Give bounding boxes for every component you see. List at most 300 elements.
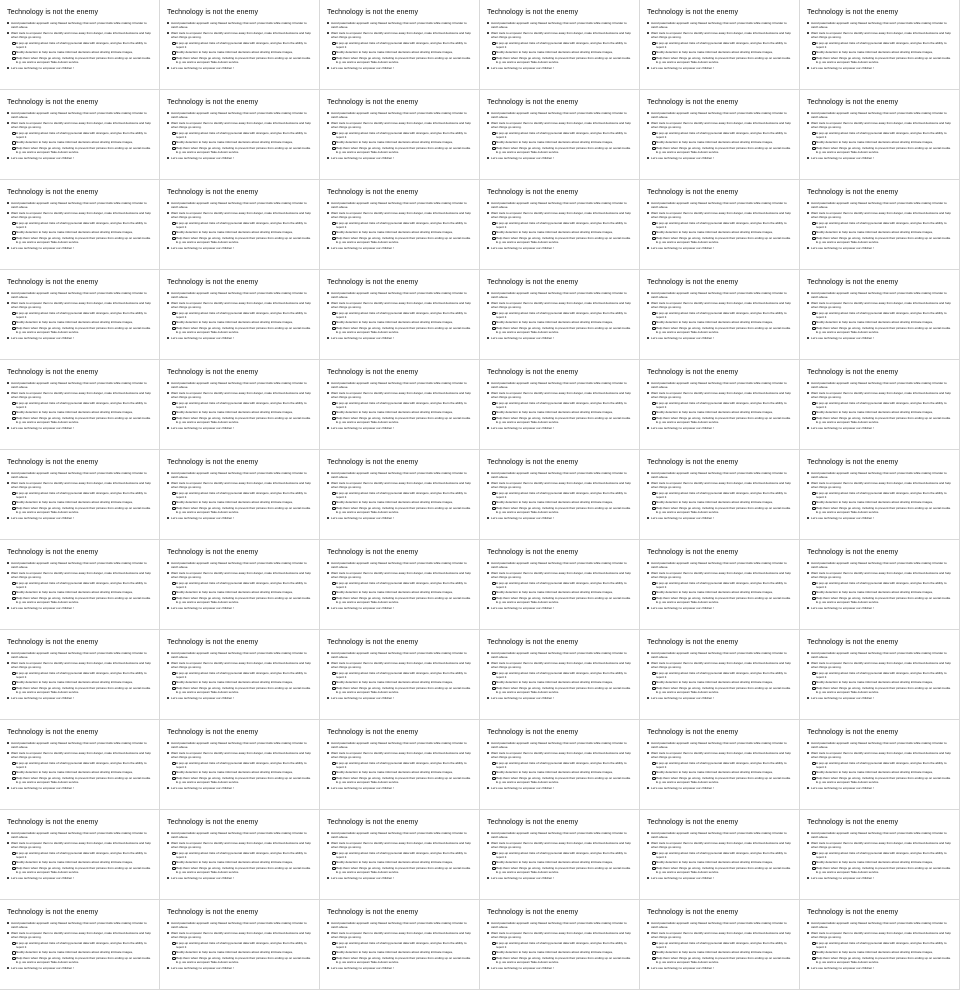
slide-thumbnail[interactable] [320, 720, 480, 810]
slide-thumbnail[interactable] [160, 720, 320, 810]
sub-bullet-item: A pop-up warning about risks of sharing personal data with strangers, and give them the ability to report it [812, 941, 953, 949]
bullet-list [807, 651, 953, 700]
slide-title: Technology is not the enemy [167, 817, 259, 826]
slide-title: Technology is not the enemy [647, 637, 739, 646]
bullet-item: Want tools to empower them to identify and move away from danger, make informed decisions and help when things go wrong. [7, 661, 153, 669]
slide-thumbnail[interactable] [480, 360, 640, 450]
bullet-item: Let's use technology to empower our children ! [7, 696, 153, 700]
slide-title: Technology is not the enemy [327, 637, 419, 646]
slide-thumbnail[interactable] [640, 0, 800, 90]
sub-bullet-item: Nudity detection to help teens make informed decisions about sharing intimate images, [652, 50, 793, 54]
bullet-item: Let's use technology to empower our children ! [7, 156, 153, 160]
slide-thumbnail[interactable] [320, 0, 480, 90]
bullet-item: Want tools to empower them to identify and move away from danger, make informed decisions and help when things go wrong. [647, 481, 793, 489]
slide-thumbnail[interactable] [800, 0, 960, 90]
sub-bullet-item: Nudity detection to help teens make informed decisions about sharing intimate images, [652, 860, 793, 864]
slide-title: Technology is not the enemy [487, 637, 579, 646]
slide-thumbnail[interactable] [0, 0, 160, 90]
bullet-item: Let's use technology to empower our children ! [7, 336, 153, 340]
bullet-item: Want tools to empower them to identify and move away from danger, make informed decisions and help when things go wrong. [7, 751, 153, 759]
sub-bullet-item: A pop-up warning about risks of sharing personal data with strangers, and give them the ability to report it [332, 41, 473, 49]
bullet-list [487, 381, 633, 430]
slide-thumbnail[interactable] [800, 900, 960, 990]
slide-title: Technology is not the enemy [7, 97, 99, 106]
bullet-item: Want tools to empower them to identify and move away from danger, make informed decisions and help when things go wrong. [7, 391, 153, 399]
bullet-item: Want tools to empower them to identify and move away from danger, make informed decisions and help when things go wrong. [167, 31, 313, 39]
bullet-item: Avoid paternalistic approach using flawed technology that won't protect kids while making it harder to catch abuse. [807, 651, 953, 659]
bullet-item: Avoid paternalistic approach using flawed technology that won't protect kids while making it harder to catch abuse. [647, 741, 793, 749]
sub-bullet-item: Help them when things go wrong, including to prevent their pictures from ending up on social media. E.g. we want a european Take-it-down service. [172, 956, 313, 964]
slide-thumbnail[interactable] [800, 540, 960, 630]
slide-thumbnail[interactable] [320, 630, 480, 720]
slide-thumbnail[interactable] [320, 540, 480, 630]
sub-bullet-item: Help them when things go wrong, including to prevent their pictures from ending up on social media. E.g. we want a european Take-it-down service. [812, 956, 953, 964]
sub-bullet-item: A pop-up warning about risks of sharing personal data with strangers, and give them the ability to report it [652, 221, 793, 229]
slide-thumbnail[interactable] [320, 900, 480, 990]
sub-bullet-item: A pop-up warning about risks of sharing personal data with strangers, and give them the ability to report it [492, 131, 633, 139]
sub-bullet-item: Nudity detection to help teens make informed decisions about sharing intimate images, [812, 50, 953, 54]
slide-thumbnail[interactable] [640, 450, 800, 540]
bullet-list [167, 831, 313, 880]
bullet-list [647, 741, 793, 790]
bullet-list [167, 651, 313, 700]
slide-thumbnail[interactable] [800, 180, 960, 270]
bullet-item: Let's use technology to empower our children ! [167, 516, 313, 520]
sub-bullet-item: Help them when things go wrong, including to prevent their pictures from ending up on social media. E.g. we want a european Take-it-down service. [492, 686, 633, 694]
bullet-list [167, 21, 313, 70]
bullet-list [647, 921, 793, 970]
slide-thumbnail[interactable] [480, 720, 640, 810]
slide-thumbnail[interactable] [320, 450, 480, 540]
slide-thumbnail[interactable] [160, 630, 320, 720]
sub-bullet-item: Nudity detection to help teens make informed decisions about sharing intimate images, [812, 500, 953, 504]
slide-title: Technology is not the enemy [167, 637, 259, 646]
bullet-list [807, 471, 953, 520]
bullet-item: Want tools to empower them to identify and move away from danger, make informed decisions and help when things go wrong. [167, 121, 313, 129]
slide-title: Technology is not the enemy [647, 727, 739, 736]
sub-bullet-item: Help them when things go wrong, including to prevent their pictures from ending up on social media. E.g. we want a european Take-it-down service. [172, 866, 313, 874]
slide-thumbnail[interactable] [0, 450, 160, 540]
sub-bullet-item: A pop-up warning about risks of sharing personal data with strangers, and give them the ability to report it [652, 671, 793, 679]
sub-bullet-item: Help them when things go wrong, including to prevent their pictures from ending up on social media. E.g. we want a european Take-it-down service. [332, 776, 473, 784]
bullet-item: Avoid paternalistic approach using flawed technology that won't protect kids while making it harder to catch abuse. [327, 291, 473, 299]
bullet-list [807, 111, 953, 160]
sub-bullet-item: Help them when things go wrong, including to prevent their pictures from ending up on social media. E.g. we want a european Take-it-down service. [812, 866, 953, 874]
slide-thumbnail[interactable] [640, 540, 800, 630]
slide-title: Technology is not the enemy [7, 7, 99, 16]
bullet-list [7, 831, 153, 880]
sub-bullet-item: A pop-up warning about risks of sharing personal data with strangers, and give them the ability to report it [492, 671, 633, 679]
bullet-item: Avoid paternalistic approach using flawed technology that won't protect kids while making it harder to catch abuse. [647, 111, 793, 119]
bullet-item: Avoid paternalistic approach using flawed technology that won't protect kids while making it harder to catch abuse. [327, 471, 473, 479]
bullet-item: Want tools to empower them to identify and move away from danger, make informed decisions and help when things go wrong. [327, 571, 473, 579]
sub-bullet-item: Nudity detection to help teens make informed decisions about sharing intimate images, [812, 140, 953, 144]
slide-thumbnail[interactable] [160, 810, 320, 900]
bullet-item: Want tools to empower them to identify and move away from danger, make informed decisions and help when things go wrong. [327, 661, 473, 669]
bullet-item: Let's use technology to empower our children ! [647, 246, 793, 250]
bullet-item: Avoid paternalistic approach using flawed technology that won't protect kids while making it harder to catch abuse. [807, 201, 953, 209]
bullet-list [327, 921, 473, 970]
bullet-list [7, 21, 153, 70]
sub-bullet-item: Nudity detection to help teens make informed decisions about sharing intimate images, [812, 410, 953, 414]
bullet-item: Let's use technology to empower our children ! [647, 696, 793, 700]
sub-bullet-item: Help them when things go wrong, including to prevent their pictures from ending up on social media. E.g. we want a european Take-it-down service. [172, 56, 313, 64]
sub-bullet-item: A pop-up warning about risks of sharing personal data with strangers, and give them the ability to report it [332, 311, 473, 319]
slide-thumbnail[interactable] [320, 90, 480, 180]
bullet-item: Avoid paternalistic approach using flawed technology that won't protect kids while making it harder to catch abuse. [167, 111, 313, 119]
sub-bullet-item: Nudity detection to help teens make informed decisions about sharing intimate images, [492, 770, 633, 774]
slide-thumbnail[interactable] [0, 360, 160, 450]
sub-bullet-item: A pop-up warning about risks of sharing personal data with strangers, and give them the ability to report it [812, 311, 953, 319]
sub-bullet-item: A pop-up warning about risks of sharing personal data with strangers, and give them the ability to report it [652, 401, 793, 409]
sub-bullet-item: A pop-up warning about risks of sharing personal data with strangers, and give them the ability to report it [332, 401, 473, 409]
bullet-item: Avoid paternalistic approach using flawed technology that won't protect kids while making it harder to catch abuse. [7, 111, 153, 119]
sub-bullet-item: Help them when things go wrong, including to prevent their pictures from ending up on social media. E.g. we want a european Take-it-down service. [332, 236, 473, 244]
bullet-item: Let's use technology to empower our children ! [807, 966, 953, 970]
slide-title: Technology is not the enemy [487, 727, 579, 736]
slide-thumbnail[interactable] [480, 270, 640, 360]
slide-thumbnail[interactable] [160, 360, 320, 450]
slide-thumbnail[interactable] [800, 360, 960, 450]
bullet-list [487, 741, 633, 790]
bullet-item: Avoid paternalistic approach using flawed technology that won't protect kids while making it harder to catch abuse. [647, 381, 793, 389]
sub-bullet-item: Help them when things go wrong, including to prevent their pictures from ending up on social media. E.g. we want a european Take-it-down service. [172, 506, 313, 514]
sub-bullet-item: Nudity detection to help teens make informed decisions about sharing intimate images, [12, 500, 153, 504]
slide-title: Technology is not the enemy [167, 97, 259, 106]
bullet-list [7, 111, 153, 160]
sub-bullet-item: A pop-up warning about risks of sharing personal data with strangers, and give them the ability to report it [332, 761, 473, 769]
bullet-item: Let's use technology to empower our children ! [487, 66, 633, 70]
bullet-item: Let's use technology to empower our children ! [647, 516, 793, 520]
sub-bullet-item: Help them when things go wrong, including to prevent their pictures from ending up on social media. E.g. we want a european Take-it-down service. [332, 326, 473, 334]
bullet-item: Avoid paternalistic approach using flawed technology that won't protect kids while making it harder to catch abuse. [647, 561, 793, 569]
bullet-item: Avoid paternalistic approach using flawed technology that won't protect kids while making it harder to catch abuse. [807, 21, 953, 29]
bullet-list [7, 201, 153, 250]
sub-bullet-item: Help them when things go wrong, including to prevent their pictures from ending up on social media. E.g. we want a european Take-it-down service. [812, 506, 953, 514]
sub-bullet-item: A pop-up warning about risks of sharing personal data with strangers, and give them the ability to report it [332, 851, 473, 859]
bullet-item: Want tools to empower them to identify and move away from danger, make informed decisions and help when things go wrong. [647, 301, 793, 309]
sub-bullet-item: A pop-up warning about risks of sharing personal data with strangers, and give them the ability to report it [12, 581, 153, 589]
bullet-item: Let's use technology to empower our children ! [487, 606, 633, 610]
bullet-item: Avoid paternalistic approach using flawed technology that won't protect kids while making it harder to catch abuse. [327, 741, 473, 749]
bullet-item: Want tools to empower them to identify and move away from danger, make informed decisions and help when things go wrong. [487, 31, 633, 39]
bullet-list [487, 291, 633, 340]
slide-thumbnail[interactable] [0, 720, 160, 810]
slide-title: Technology is not the enemy [647, 277, 739, 286]
sub-bullet-item: A pop-up warning about risks of sharing personal data with strangers, and give them the ability to report it [12, 41, 153, 49]
slide-title: Technology is not the enemy [327, 727, 419, 736]
slide-thumbnail[interactable] [480, 90, 640, 180]
slide-title: Technology is not the enemy [647, 7, 739, 16]
slide-thumbnail[interactable] [480, 450, 640, 540]
slide-thumbnail[interactable] [480, 180, 640, 270]
slide-title: Technology is not the enemy [487, 367, 579, 376]
slide-thumbnail[interactable] [160, 180, 320, 270]
slide-thumbnail[interactable] [800, 450, 960, 540]
sub-bullet-item: A pop-up warning about risks of sharing personal data with strangers, and give them the ability to report it [492, 401, 633, 409]
bullet-list [487, 921, 633, 970]
slide-thumbnail[interactable] [160, 90, 320, 180]
slide-thumbnail[interactable] [480, 540, 640, 630]
bullet-list [807, 381, 953, 430]
bullet-item: Want tools to empower them to identify and move away from danger, make informed decisions and help when things go wrong. [167, 481, 313, 489]
slide-thumbnail[interactable] [640, 270, 800, 360]
slide-title: Technology is not the enemy [167, 727, 259, 736]
bullet-item: Avoid paternalistic approach using flawed technology that won't protect kids while making it harder to catch abuse. [327, 111, 473, 119]
sub-bullet-item: Nudity detection to help teens make informed decisions about sharing intimate images, [172, 680, 313, 684]
slide-thumbnail[interactable] [0, 270, 160, 360]
slide-thumbnail[interactable] [160, 0, 320, 90]
sub-bullet-item: Nudity detection to help teens make informed decisions about sharing intimate images, [492, 590, 633, 594]
slide-thumbnail[interactable] [0, 90, 160, 180]
slide-thumbnail[interactable] [160, 450, 320, 540]
bullet-item: Avoid paternalistic approach using flawed technology that won't protect kids while making it harder to catch abuse. [647, 471, 793, 479]
sub-bullet-item: A pop-up warning about risks of sharing personal data with strangers, and give them the ability to report it [172, 851, 313, 859]
bullet-item: Avoid paternalistic approach using flawed technology that won't protect kids while making it harder to catch abuse. [327, 201, 473, 209]
sub-bullet-item: Nudity detection to help teens make informed decisions about sharing intimate images, [12, 410, 153, 414]
bullet-list [487, 561, 633, 610]
sub-bullet-item: Help them when things go wrong, including to prevent their pictures from ending up on social media. E.g. we want a european Take-it-down service. [172, 236, 313, 244]
sub-bullet-item: A pop-up warning about risks of sharing personal data with strangers, and give them the ability to report it [332, 131, 473, 139]
bullet-list [167, 741, 313, 790]
bullet-item: Let's use technology to empower our children ! [327, 336, 473, 340]
bullet-list [807, 21, 953, 70]
sub-bullet-item: Nudity detection to help teens make informed decisions about sharing intimate images, [332, 500, 473, 504]
bullet-item: Let's use technology to empower our children ! [327, 246, 473, 250]
sub-bullet-item: Help them when things go wrong, including to prevent their pictures from ending up on social media. E.g. we want a european Take-it-down service. [12, 236, 153, 244]
sub-bullet-item: A pop-up warning about risks of sharing personal data with strangers, and give them the ability to report it [652, 941, 793, 949]
sub-bullet-item: Help them when things go wrong, including to prevent their pictures from ending up on social media. E.g. we want a european Take-it-down service. [12, 56, 153, 64]
bullet-item: Let's use technology to empower our children ! [327, 426, 473, 430]
slide-thumbnail[interactable] [320, 180, 480, 270]
slide-thumbnail[interactable] [320, 810, 480, 900]
slide-title: Technology is not the enemy [487, 187, 579, 196]
slide-title: Technology is not the enemy [807, 7, 899, 16]
sub-bullet-item: A pop-up warning about risks of sharing personal data with strangers, and give them the ability to report it [812, 221, 953, 229]
sub-bullet-item: Help them when things go wrong, including to prevent their pictures from ending up on social media. E.g. we want a european Take-it-down service. [492, 956, 633, 964]
slide-title: Technology is not the enemy [327, 97, 419, 106]
sub-bullet-item: Nudity detection to help teens make informed decisions about sharing intimate images, [172, 500, 313, 504]
sub-bullet-item: Nudity detection to help teens make informed decisions about sharing intimate images, [812, 770, 953, 774]
slide-thumbnail[interactable] [480, 900, 640, 990]
sub-bullet-item: Help them when things go wrong, including to prevent their pictures from ending up on social media. E.g. we want a european Take-it-down service. [492, 326, 633, 334]
bullet-item: Want tools to empower them to identify and move away from danger, make informed decisions and help when things go wrong. [647, 571, 793, 579]
slide-thumbnail[interactable] [800, 270, 960, 360]
sub-bullet-item: Help them when things go wrong, including to prevent their pictures from ending up on social media. E.g. we want a european Take-it-down service. [12, 686, 153, 694]
slide-thumbnail[interactable] [160, 270, 320, 360]
sub-bullet-item: A pop-up warning about risks of sharing personal data with strangers, and give them the ability to report it [172, 491, 313, 499]
bullet-item: Want tools to empower them to identify and move away from danger, make informed decisions and help when things go wrong. [647, 661, 793, 669]
bullet-item: Let's use technology to empower our children ! [487, 156, 633, 160]
sub-bullet-item: Nudity detection to help teens make informed decisions about sharing intimate images, [172, 140, 313, 144]
bullet-item: Want tools to empower them to identify and move away from danger, make informed decisions and help when things go wrong. [487, 121, 633, 129]
bullet-list [647, 21, 793, 70]
slide-thumbnail[interactable] [320, 270, 480, 360]
sub-bullet-item: A pop-up warning about risks of sharing personal data with strangers, and give them the ability to report it [12, 491, 153, 499]
sub-bullet-item: Nudity detection to help teens make informed decisions about sharing intimate images, [492, 50, 633, 54]
slide-thumbnail[interactable] [640, 180, 800, 270]
bullet-item: Want tools to empower them to identify and move away from danger, make informed decisions and help when things go wrong. [487, 211, 633, 219]
slide-thumbnail[interactable] [800, 90, 960, 180]
bullet-item: Want tools to empower them to identify and move away from danger, make informed decisions and help when things go wrong. [327, 751, 473, 759]
bullet-list [327, 21, 473, 70]
slide-thumbnail[interactable] [640, 900, 800, 990]
sub-bullet-item: Help them when things go wrong, including to prevent their pictures from ending up on social media. E.g. we want a european Take-it-down service. [652, 236, 793, 244]
sub-bullet-item: A pop-up warning about risks of sharing personal data with strangers, and give them the ability to report it [172, 761, 313, 769]
slide-thumbnail[interactable] [320, 360, 480, 450]
sub-bullet-item: Nudity detection to help teens make informed decisions about sharing intimate images, [12, 50, 153, 54]
slide-thumbnail[interactable] [640, 360, 800, 450]
sub-bullet-item: A pop-up warning about risks of sharing personal data with strangers, and give them the ability to report it [812, 671, 953, 679]
bullet-item: Let's use technology to empower our children ! [807, 246, 953, 250]
bullet-item: Let's use technology to empower our children ! [487, 426, 633, 430]
bullet-item: Want tools to empower them to identify and move away from danger, make informed decisions and help when things go wrong. [167, 751, 313, 759]
sub-bullet-item: A pop-up warning about risks of sharing personal data with strangers, and give them the ability to report it [652, 41, 793, 49]
sub-bullet-item: Nudity detection to help teens make informed decisions about sharing intimate images, [332, 950, 473, 954]
slide-thumbnail[interactable] [160, 540, 320, 630]
bullet-list [487, 651, 633, 700]
bullet-item: Avoid paternalistic approach using flawed technology that won't protect kids while making it harder to catch abuse. [807, 471, 953, 479]
slide-thumbnail[interactable] [0, 900, 160, 990]
bullet-item: Want tools to empower them to identify and move away from danger, make informed decisions and help when things go wrong. [327, 121, 473, 129]
bullet-item: Want tools to empower them to identify and move away from danger, make informed decisions and help when things go wrong. [487, 481, 633, 489]
bullet-item: Want tools to empower them to identify and move away from danger, make informed decisions and help when things go wrong. [167, 571, 313, 579]
sub-bullet-item: Help them when things go wrong, including to prevent their pictures from ending up on social media. E.g. we want a european Take-it-down service. [332, 956, 473, 964]
bullet-list [7, 921, 153, 970]
bullet-item: Want tools to empower them to identify and move away from danger, make informed decisions and help when things go wrong. [327, 31, 473, 39]
bullet-item: Want tools to empower them to identify and move away from danger, make informed decisions and help when things go wrong. [7, 571, 153, 579]
slide-thumbnail[interactable] [480, 0, 640, 90]
sub-bullet-item: Nudity detection to help teens make informed decisions about sharing intimate images, [652, 320, 793, 324]
sub-bullet-item: Nudity detection to help teens make informed decisions about sharing intimate images, [172, 230, 313, 234]
sub-bullet-item: A pop-up warning about risks of sharing personal data with strangers, and give them the ability to report it [812, 491, 953, 499]
bullet-item: Let's use technology to empower our children ! [807, 876, 953, 880]
sub-bullet-item: A pop-up warning about risks of sharing personal data with strangers, and give them the ability to report it [812, 131, 953, 139]
sub-bullet-item: Help them when things go wrong, including to prevent their pictures from ending up on social media. E.g. we want a european Take-it-down service. [492, 416, 633, 424]
slide-thumbnail[interactable] [640, 810, 800, 900]
bullet-list [327, 651, 473, 700]
slide-thumbnail[interactable] [0, 810, 160, 900]
slide-thumbnail[interactable] [0, 630, 160, 720]
slide-thumbnail[interactable] [800, 810, 960, 900]
bullet-item: Want tools to empower them to identify and move away from danger, make informed decisions and help when things go wrong. [167, 211, 313, 219]
sub-bullet-item: A pop-up warning about risks of sharing personal data with strangers, and give them the ability to report it [12, 941, 153, 949]
sub-bullet-item: Nudity detection to help teens make informed decisions about sharing intimate images, [172, 320, 313, 324]
bullet-item: Let's use technology to empower our children ! [807, 696, 953, 700]
slide-thumbnail[interactable] [480, 630, 640, 720]
bullet-list [327, 561, 473, 610]
slide-thumbnail[interactable] [640, 630, 800, 720]
sub-bullet-item: A pop-up warning about risks of sharing personal data with strangers, and give them the ability to report it [652, 761, 793, 769]
slide-title: Technology is not the enemy [807, 187, 899, 196]
sub-bullet-item: Nudity detection to help teens make informed decisions about sharing intimate images, [492, 950, 633, 954]
sub-bullet-item: A pop-up warning about risks of sharing personal data with strangers, and give them the ability to report it [492, 311, 633, 319]
bullet-list [647, 561, 793, 610]
bullet-item: Avoid paternalistic approach using flawed technology that won't protect kids while making it harder to catch abuse. [487, 291, 633, 299]
slide-title: Technology is not the enemy [327, 7, 419, 16]
sub-bullet-item: Help them when things go wrong, including to prevent their pictures from ending up on social media. E.g. we want a european Take-it-down service. [812, 326, 953, 334]
sub-bullet-item: Nudity detection to help teens make informed decisions about sharing intimate images, [12, 770, 153, 774]
bullet-item: Let's use technology to empower our children ! [647, 426, 793, 430]
sub-bullet-item: A pop-up warning about risks of sharing personal data with strangers, and give them the ability to report it [492, 851, 633, 859]
slide-thumbnail[interactable] [800, 720, 960, 810]
sub-bullet-item: A pop-up warning about risks of sharing personal data with strangers, and give them the ability to report it [492, 221, 633, 229]
bullet-item: Want tools to empower them to identify and move away from danger, make informed decisions and help when things go wrong. [327, 841, 473, 849]
sub-bullet-item: Help them when things go wrong, including to prevent their pictures from ending up on social media. E.g. we want a european Take-it-down service. [812, 56, 953, 64]
bullet-list [327, 201, 473, 250]
bullet-item: Let's use technology to empower our children ! [647, 66, 793, 70]
bullet-item: Want tools to empower them to identify and move away from danger, make informed decisions and help when things go wrong. [7, 301, 153, 309]
slide-title: Technology is not the enemy [7, 367, 99, 376]
slide-thumbnail[interactable] [640, 720, 800, 810]
sub-bullet-item: Nudity detection to help teens make informed decisions about sharing intimate images, [492, 500, 633, 504]
bullet-item: Want tools to empower them to identify and move away from danger, make informed decisions and help when things go wrong. [327, 391, 473, 399]
bullet-item: Want tools to empower them to identify and move away from danger, make informed decisions and help when things go wrong. [807, 661, 953, 669]
bullet-item: Want tools to empower them to identify and move away from danger, make informed decisions and help when things go wrong. [7, 211, 153, 219]
bullet-list [807, 741, 953, 790]
slide-thumbnail[interactable] [480, 810, 640, 900]
slide-title: Technology is not the enemy [807, 637, 899, 646]
bullet-item: Let's use technology to empower our children ! [487, 246, 633, 250]
slide-title: Technology is not the enemy [647, 457, 739, 466]
bullet-item: Let's use technology to empower our children ! [647, 156, 793, 160]
bullet-item: Want tools to empower them to identify and move away from danger, make informed decisions and help when things go wrong. [487, 661, 633, 669]
slide-thumbnail[interactable] [160, 900, 320, 990]
sub-bullet-item: Help them when things go wrong, including to prevent their pictures from ending up on social media. E.g. we want a european Take-it-down service. [812, 686, 953, 694]
sub-bullet-item: Nudity detection to help teens make informed decisions about sharing intimate images, [652, 770, 793, 774]
sub-bullet-item: A pop-up warning about risks of sharing personal data with strangers, and give them the ability to report it [12, 311, 153, 319]
bullet-list [807, 291, 953, 340]
sub-bullet-item: Nudity detection to help teens make informed decisions about sharing intimate images, [332, 410, 473, 414]
bullet-item: Let's use technology to empower our children ! [167, 156, 313, 160]
bullet-item: Let's use technology to empower our children ! [327, 156, 473, 160]
bullet-item: Avoid paternalistic approach using flawed technology that won't protect kids while making it harder to catch abuse. [807, 741, 953, 749]
sub-bullet-item: Help them when things go wrong, including to prevent their pictures from ending up on social media. E.g. we want a european Take-it-down service. [652, 416, 793, 424]
bullet-item: Want tools to empower them to identify and move away from danger, make informed decisions and help when things go wrong. [7, 481, 153, 489]
bullet-item: Avoid paternalistic approach using flawed technology that won't protect kids while making it harder to catch abuse. [167, 291, 313, 299]
bullet-item: Want tools to empower them to identify and move away from danger, make informed decisions and help when things go wrong. [327, 931, 473, 939]
sub-bullet-item: Nudity detection to help teens make informed decisions about sharing intimate images, [812, 320, 953, 324]
bullet-item: Let's use technology to empower our children ! [487, 876, 633, 880]
sub-bullet-item: Nudity detection to help teens make informed decisions about sharing intimate images, [332, 680, 473, 684]
bullet-item: Avoid paternalistic approach using flawed technology that won't protect kids while making it harder to catch abuse. [327, 831, 473, 839]
bullet-list [327, 471, 473, 520]
sub-bullet-item: Nudity detection to help teens make informed decisions about sharing intimate images, [492, 140, 633, 144]
bullet-list [647, 651, 793, 700]
slide-thumbnail[interactable] [640, 90, 800, 180]
sub-bullet-item: A pop-up warning about risks of sharing personal data with strangers, and give them the ability to report it [12, 671, 153, 679]
sub-bullet-item: A pop-up warning about risks of sharing personal data with strangers, and give them the ability to report it [492, 761, 633, 769]
slide-thumbnail[interactable] [800, 630, 960, 720]
bullet-list [487, 471, 633, 520]
bullet-list [647, 111, 793, 160]
bullet-item: Want tools to empower them to identify and move away from danger, make informed decisions and help when things go wrong. [487, 751, 633, 759]
sub-bullet-item: A pop-up warning about risks of sharing personal data with strangers, and give them the ability to report it [12, 401, 153, 409]
bullet-item: Let's use technology to empower our children ! [807, 516, 953, 520]
bullet-item: Want tools to empower them to identify and move away from danger, make informed decisions and help when things go wrong. [807, 211, 953, 219]
sub-bullet-item: Nudity detection to help teens make informed decisions about sharing intimate images, [812, 230, 953, 234]
slide-thumbnail[interactable] [0, 180, 160, 270]
bullet-item: Want tools to empower them to identify and move away from danger, make informed decisions and help when things go wrong. [327, 481, 473, 489]
sub-bullet-item: Help them when things go wrong, including to prevent their pictures from ending up on social media. E.g. we want a european Take-it-down service. [12, 776, 153, 784]
bullet-item: Want tools to empower them to identify and move away from danger, make informed decisions and help when things go wrong. [647, 211, 793, 219]
slide-title: Technology is not the enemy [647, 97, 739, 106]
sub-bullet-item: Help them when things go wrong, including to prevent their pictures from ending up on social media. E.g. we want a european Take-it-down service. [172, 146, 313, 154]
bullet-item: Want tools to empower them to identify and move away from danger, make informed decisions and help when things go wrong. [7, 31, 153, 39]
slide-thumbnail[interactable] [0, 540, 160, 630]
bullet-item: Let's use technology to empower our children ! [7, 516, 153, 520]
bullet-item: Avoid paternalistic approach using flawed technology that won't protect kids while making it harder to catch abuse. [647, 921, 793, 929]
